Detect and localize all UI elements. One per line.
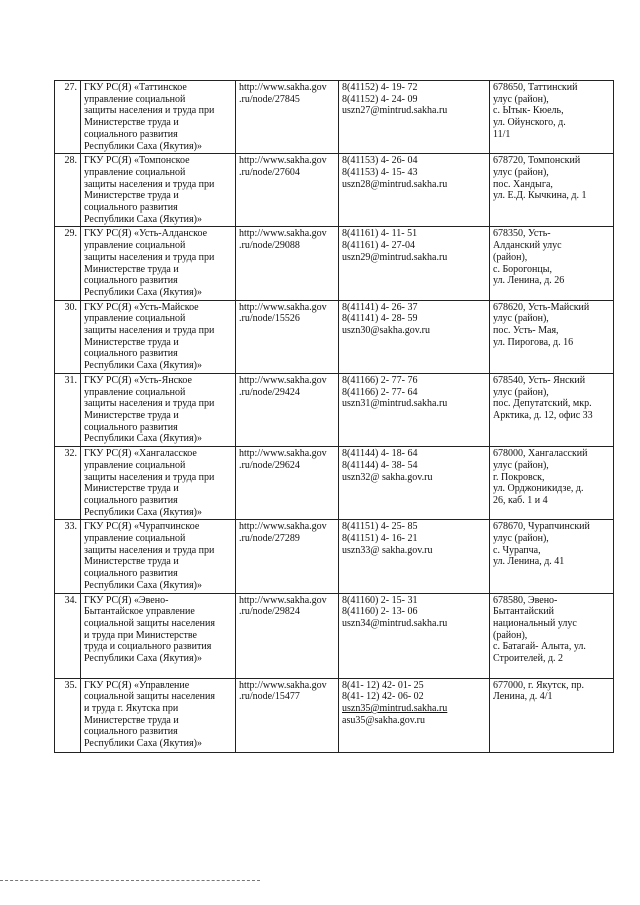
website-cell [236,678,339,752]
agency-name-line: управление социальной [84,93,186,105]
row-number: 32. [55,447,81,520]
table-row [55,447,614,520]
address-line: улус (район), [493,313,549,325]
contact-line: 8(41160) 2- 13- 06 [342,606,418,618]
contacts-cell [339,447,490,520]
agency-name-cell [81,447,236,520]
table-row [55,300,614,373]
agency-name-line: Республики Саха (Якутия)» [84,360,202,372]
agency-name-line: ГКУ РС(Я) «Таттинское [84,82,187,93]
row-number: 33. [55,520,81,593]
address-line: Строителей, д. 2 [493,653,564,665]
contact-line: 8(41161) 4- 27-04 [342,240,415,252]
address-cell [490,520,614,593]
contact-line: 8(41160) 2- 15- 31 [342,594,418,606]
address-cell [490,593,614,678]
row-number: 30. [55,300,81,373]
website-line[interactable]: http://www.sakha.gov [239,594,327,606]
table-body [55,81,614,753]
row-number: 34. [55,593,81,678]
agency-name-line: ГКУ РС(Я) «Томпонское [84,155,190,167]
agency-name-line: Республики Саха (Якутия)» [84,653,202,665]
website-cell [236,373,339,446]
website-line[interactable]: http://www.sakha.gov [239,679,327,691]
address-line: ул. Ленина, д. 41 [493,556,565,568]
contact-line: 8(41144) 4- 38- 54 [342,459,418,471]
contact-line: 8(41- 12) 42- 06- 02 [342,691,424,703]
row-number: 35. [55,678,81,752]
address-line: улус (район), [493,93,549,105]
agency-name-line: управление социальной [84,386,186,398]
table-row [55,593,614,678]
contact-line: 8(41144) 4- 18- 64 [342,448,418,460]
website-line[interactable]: http://www.sakha.gov [239,374,327,386]
address-line: 11/1 [493,128,511,140]
address-line: пос. Усть- Мая, [493,325,559,337]
address-cell [490,447,614,520]
agency-name-line: защиты населения и труда при [84,398,215,410]
website-cell [236,227,339,300]
agency-name-line: социальной защиты населения [84,617,215,629]
table-row [55,227,614,300]
address-line: 677000, г. Якутск, пр. [493,679,585,691]
agency-name-line: социального развития [84,348,178,360]
address-line: 678000, Хангаласский [493,448,588,460]
agency-name-line: социального развития [84,202,178,214]
agency-name-cell [81,154,236,227]
website-line[interactable]: .ru/node/15477 [239,691,300,703]
address-line: Арктика, д. 12, офис 33 [493,409,593,421]
agency-name-line: защиты населения и труда при [84,105,215,117]
contact-line: 8(41152) 4- 24- 09 [342,93,418,105]
contact-line: 8(41151) 4- 25- 85 [342,521,418,533]
website-line[interactable]: .ru/node/27289 [239,533,300,545]
agency-name-line: социального развития [84,494,178,506]
address-line: 26, каб. 1 и 4 [493,494,548,506]
address-line: улус (район), [493,386,549,398]
agency-name-line: Министерстве труда и [84,336,179,348]
address-line: (район), [493,629,528,641]
contact-line: 8(41153) 4- 26- 04 [342,155,418,167]
contacts-cell [339,300,490,373]
agency-name-line: Бытантайское управление [84,606,195,618]
address-line: 678720, Томпонский [493,155,581,167]
website-line[interactable]: http://www.sakha.gov [239,521,327,533]
contact-line[interactable]: uszn29@mintrud.sakha.ru [342,251,448,263]
address-line: с. Батагай- Алыта, ул. [493,641,586,653]
agency-name-line: Министерстве труда и [84,556,179,568]
agency-name-cell [81,520,236,593]
contacts-cell [339,154,490,227]
agency-name-line: Республики Саха (Якутия)» [84,213,202,225]
contacts-cell [339,373,490,446]
address-line: Ленина, д. 4/1 [493,691,553,703]
website-line[interactable]: .ru/node/29424 [239,386,300,398]
website-line[interactable]: http://www.sakha.gov [239,155,327,167]
agency-name-line: Министерстве труда и [84,409,179,421]
contact-line[interactable]: uszn32@ sakha.gov.ru [342,471,433,483]
website-line[interactable]: http://www.sakha.gov [239,228,327,240]
website-line[interactable]: .ru/node/15526 [239,313,300,325]
row-number: 27. [55,81,81,154]
agency-name-line: Министерстве труда и [84,117,179,129]
address-line: 678580, Эвено- [493,594,558,606]
contact-line: 8(41141) 4- 28- 59 [342,313,418,325]
agency-name-line: ГКУ РС(Я) «Усть-Майское [84,301,199,313]
address-line: 678650, Таттинский [493,82,578,93]
address-line: с. Чурапча, [493,544,541,556]
address-line: с. Ытык- Кюель, [493,105,564,117]
contact-line[interactable]: asu35@sakha.gov.ru [342,714,425,726]
contact-line[interactable]: uszn28@mintrud.sakha.ru [342,178,448,190]
agency-name-line: Республики Саха (Якутия)» [84,506,202,518]
agency-name-line: защиты населения и труда при [84,251,215,263]
contact-line[interactable]: uszn30@sakha.gov.ru [342,325,430,337]
agency-name-line: и труда при Министерстве [84,629,197,641]
website-line[interactable]: http://www.sakha.gov [239,301,327,313]
agency-name-line: ГКУ РС(Я) «Усть-Янское [84,374,192,386]
agency-name-line: защиты населения и труда при [84,325,215,337]
address-line: 678670, Чурапчинский [493,521,590,533]
address-line: улус (район), [493,533,549,545]
agency-name-line: защиты населения и труда при [84,544,215,556]
agency-name-cell [81,227,236,300]
contact-line: 8(41166) 2- 77- 64 [342,386,418,398]
address-line: пос. Депутатский, мкр. [493,398,592,410]
website-line[interactable]: http://www.sakha.gov [239,448,327,460]
agency-name-line: Республики Саха (Якутия)» [84,140,202,152]
agency-name-line: социального развития [84,275,178,287]
address-line: ул. Пирогова, д. 16 [493,336,574,348]
agency-name-cell [81,593,236,678]
row-number: 29. [55,227,81,300]
address-line: улус (район), [493,166,549,178]
website-line[interactable]: .ru/node/29824 [239,606,300,618]
agency-name-line: Министерстве труда и [84,483,179,495]
table-row [55,154,614,227]
address-line: 678620, Усть-Майский [493,301,590,313]
agency-name-line: ГКУ РС(Я) «Чурапчинское [84,521,200,533]
agency-name-line: Министерстве труда и [84,263,179,275]
table-row [55,678,614,752]
website-cell [236,300,339,373]
contact-line: 8(41- 12) 42- 01- 25 [342,679,424,691]
address-cell [490,227,614,300]
website-line[interactable]: .ru/node/27604 [239,166,300,178]
agency-name-line: защиты населения и труда при [84,471,215,483]
address-cell [490,81,614,154]
agency-name-line: ГКУ РС(Я) «Усть-Алданское [84,228,208,240]
contact-line: 8(41151) 4- 16- 21 [342,533,418,545]
agency-name-line: социального развития [84,568,178,580]
agency-name-line: управление социальной [84,459,186,471]
agency-name-line: Республики Саха (Якутия)» [84,433,202,445]
agency-name-line: социального развития [84,128,178,140]
table-row [55,81,614,154]
address-line: улус (район), [493,459,549,471]
agency-name-line: труда и социального развития [84,641,212,653]
contacts-cell [339,593,490,678]
contact-line[interactable]: uszn27@mintrud.sakha.ru [342,105,448,117]
contact-line: 8(41153) 4- 15- 43 [342,166,418,178]
website-line[interactable]: .ru/node/27845 [239,93,300,105]
table-row [55,373,614,446]
address-line: г. Покровск, [493,471,545,483]
contact-line[interactable]: uszn35@mintrud.sakha.ru [342,702,448,714]
agency-name-line: Республики Саха (Якутия)» [84,738,202,750]
agency-name-cell [81,373,236,446]
address-cell [490,678,614,752]
website-cell [236,593,339,678]
agency-name-line: и труда г. Якутска при [84,702,179,714]
address-line: ул. Ойунского, д. [493,117,566,129]
address-line: национальный улус [493,617,577,629]
address-line: ул. Орджоникидзе, д. [493,483,584,495]
agency-name-line: защиты населения и труда при [84,178,215,190]
website-cell [236,520,339,593]
contact-line: 8(41161) 4- 11- 51 [342,228,418,240]
contact-line[interactable]: uszn31@mintrud.sakha.ru [342,398,448,410]
contact-line[interactable]: uszn34@mintrud.sakha.ru [342,617,448,629]
contact-line: 8(41166) 2- 77- 76 [342,374,418,386]
address-cell [490,300,614,373]
address-line: с. Борогонцы, [493,263,552,275]
agency-name-line: Министерстве труда и [84,714,179,726]
agency-name-cell [81,678,236,752]
address-line: 678350, Усть- [493,228,551,240]
website-cell [236,81,339,154]
website-line[interactable]: .ru/node/29088 [239,240,300,252]
address-line: ул. Ленина, д. 26 [493,275,565,287]
agencies-table [54,80,614,753]
address-line: Бытантайский [493,606,555,618]
website-cell [236,154,339,227]
agency-name-line: социального развития [84,726,178,738]
contacts-cell [339,678,490,752]
website-cell [236,447,339,520]
agency-name-line: ГКУ РС(Я) «Эвено- [84,594,169,606]
agency-name-line: социальной защиты населения [84,691,215,703]
table-row [55,520,614,593]
agency-name-cell [81,300,236,373]
contact-line: 8(41152) 4- 19- 72 [342,82,418,93]
address-line: Алданский улус [493,240,562,252]
website-line[interactable]: http://www.sakha.gov [239,82,327,93]
row-number: 31. [55,373,81,446]
address-line: 678540, Усть- Янский [493,374,586,386]
agency-name-line: социального развития [84,421,178,433]
address-cell [490,154,614,227]
agency-name-line: Министерстве труда и [84,190,179,202]
agency-name-line: управление социальной [84,166,186,178]
website-line[interactable]: .ru/node/29624 [239,459,300,471]
contacts-cell [339,227,490,300]
agency-name-line: ГКУ РС(Я) «Управление [84,679,190,691]
address-line: пос. Хандыга, [493,178,553,190]
contact-line[interactable]: uszn33@ sakha.gov.ru [342,544,433,556]
agency-name-line: Республики Саха (Якутия)» [84,286,202,298]
agency-name-line: управление социальной [84,313,186,325]
contact-line: 8(41141) 4- 26- 37 [342,301,418,313]
agency-name-line: управление социальной [84,533,186,545]
contacts-cell [339,81,490,154]
address-line: ул. Е.Д. Кычкина, д. 1 [493,190,587,202]
address-cell [490,373,614,446]
agency-name-line: ГКУ РС(Я) «Хангаласское [84,448,197,460]
contacts-cell [339,520,490,593]
address-line: (район), [493,251,528,263]
row-number: 28. [55,154,81,227]
agency-name-cell [81,81,236,154]
page-bottom-rule [0,880,260,881]
agency-name-line: управление социальной [84,240,186,252]
agency-name-line: Республики Саха (Якутия)» [84,579,202,591]
